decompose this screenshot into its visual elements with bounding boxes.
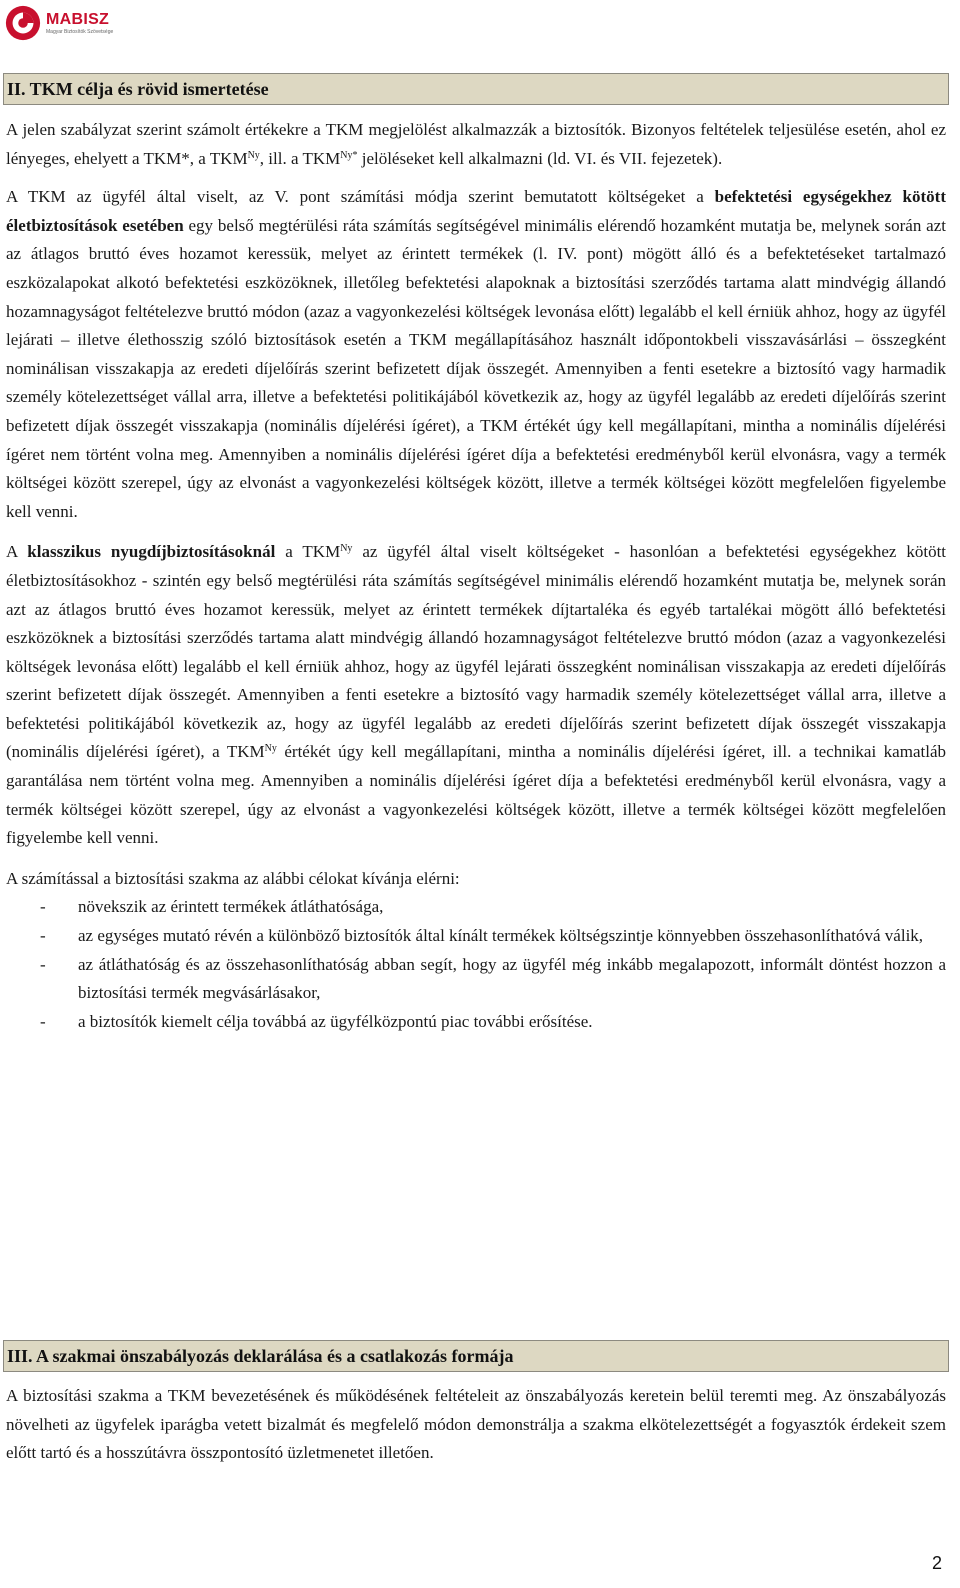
list-item: - a biztosítók kiemelt célja továbbá az ügyfélközpontú piac további erősítése. [6, 1008, 946, 1037]
section-2-paragraph-1: A jelen szabályzat szerint számolt értékekre a TKM megjelölést alkalmazzák a biztosítók. Bizonyos feltételek teljesülése esetén, ahol ez lényeges, ehelyett a TKM*, a $TKM^{Ny}$, ill. a $TKM^{Ny*}$ jelöléseket kell alkalmazni (ld. VI. és VII. fejezetek). [6, 120, 946, 168]
section-2-paragraph-3: A klasszikus nyugdíjbiztosításoknál a $TKM^{Ny}$ az ügyfél által viselt költségeket - hasonlóan a befektetési egységekhez kötött életbiztosításokhoz - szintén egy belső megtérülési ráta számítás segítségével minimális elérendő hozamként mutatja be, melynek során azt az átlagos bruttó éves hozamot keressük, melyet az érintett termékek díjtartaléka és egyéb tartalékai mögött álló befektetési eszközöknek a biztosítási szerződés tartama alatt mindvégig állandó hozamnagyságot feltételezve bruttó módon (azaz a vagyonkezelési költségek levonása előtt) legalább el kell érniük ahhoz, hogy az ügyfél lejárati összegként nominálisan visszakapja az eredeti díjelőírás szerint befizetett díjak összegét. Amennyiben a fenti esetekre a biztosító vagy harmadik személy kötelezettséget vállal arra, illetve a befektetési politikájából következik az, hogy az ügyfél legalább az eredeti díjelőírás szerint befizetett díjak összegét visszakapja (nominális díjelérési ígéret), a $TKM^{Ny}$ értékét úgy kell megállapítani, mintha a nominális díjelérési ígéret, ill. a technikai kamatláb garantálása nem történt volna meg. Amennyiben a nominális díjelérési ígéret díja a befektetési eredményből kerül elvonásra, vagy a termék költségei között szerepel, úgy az elvonást a vagyonkezelési költségek között, illetve a termék költségei között megfelelően figyelembe kell venni. [6, 542, 947, 848]
logo-name: MABISZ [46, 10, 110, 28]
section-3-paragraph-1: A biztosítási szakma a TKM bevezetésének és működésének feltételeit az önszabályozás keretein belül teremti meg. Az önszabályozás növelheti az ügyfelek iparágba vetett bizalmát és megfelelő módon demonstrálja a szakma elkötelezettségét a fogyasztók érdekeit szem előtt tartó és a hosszútávra összpontosító üzletmenetet illetően. [6, 1386, 946, 1463]
section-3-heading: III. A szakmai önszabályozás deklarálása és a csatlakozás formája [3, 1340, 949, 1372]
section-2-body [6, 116, 946, 1036]
dash-bullet: - [40, 1011, 46, 1031]
logo-text [46, 12, 113, 35]
list-item: - az egységes mutató révén a különböző biztosítók által kínált termékek költségszintje könnyebben összehasonlíthatóvá válik, [6, 922, 946, 951]
section-3-body [6, 1382, 946, 1468]
list-item: - az átláthatóság és az összehasonlíthatóság abban segít, hogy az ügyfél még inkább megalapozott, informált döntést hozzon a biztosítási termék megvásárlásakor, [6, 951, 946, 1008]
dash-bullet: - [40, 897, 46, 917]
section-2-paragraph-2: A TKM az ügyfél által viselt, az V. pont számítási módja szerint bemutatott költségeket a befektetési egységekhez kötött életbiztosítások esetében egy belső megtérülési ráta számítás segítségével minimális elérendő hozamként mutatja be, melynek során azt az átlagos bruttó éves hozamot keressük, melyet az érintett termékek (l. IV. pont) mögött álló és a befektetéseket tartalmazó eszközalapokat alkotó befektetési eszközöknek, illetőleg befektetési alapoknak a biztosítási szerződés tartama alatt mindvégig állandó hozamnagyságot feltételezve bruttó módon (azaz a vagyonkezelési költségek levonása előtt) legalább el kell érniük ahhoz, hogy az ügyfél lejárati – illetve élethosszig szóló biztosítások esetén a TKM megállapításához használt időpontokbeli visszavásárlási – összegként nominálisan visszakapja az eredeti díjelőírás szerint befizetett díjak összegét. Amennyiben a fenti esetekre a biztosító vagy harmadik személy kötelezettséget vállal arra, illetve a befektetési politikájából következik az, hogy az ügyfél legalább az eredeti díjelőírás szerint befizetett díjak összegét visszakapja (nominális díjelérési ígéret), a TKM értékét úgy kell megállapítani, mintha a nominális díjelérési ígéret nem történt volna meg. Amennyiben a nominális díjelérési ígéret díja a befektetési eredményből kerül elvonásra, vagy a termék költségei között szerepel, úgy az elvonást a vagyonkezelési költségek között, illetve a termék költségei között megfelelően figyelembe kell venni. [6, 187, 946, 521]
list-item: - növekszik az érintett termékek átláthatósága, [6, 893, 946, 922]
section-2-paragraph-4: A számítással a biztosítási szakma az alábbi célokat kívánja elérni: [6, 868, 460, 888]
dash-bullet: - [40, 926, 46, 946]
logo-subtitle: Magyar Biztosítók Szövetsége [46, 28, 114, 35]
mabisz-logo-icon [4, 4, 42, 42]
page-number: 2 [931, 1553, 942, 1573]
section-2-heading: II. TKM célja és rövid ismertetése [3, 73, 949, 105]
dash-bullet: - [40, 954, 46, 974]
mabisz-logo [4, 4, 113, 42]
goals-list [6, 893, 946, 1036]
